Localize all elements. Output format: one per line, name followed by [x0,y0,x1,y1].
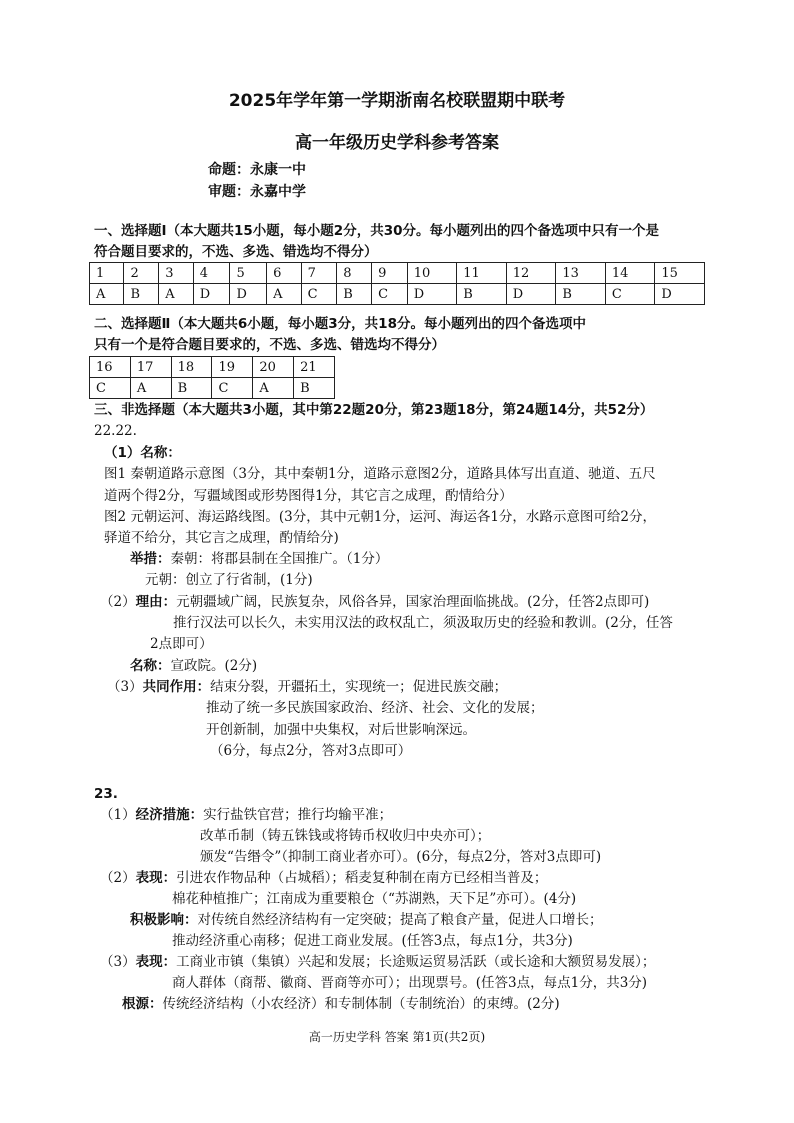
page-subtitle: 高一年级历史学科参考答案 [295,133,499,153]
question-number-cell: 19 [212,357,253,378]
q22-fig2-line2: 驿道不给分，其它言之成理，酌情给分) [104,530,339,546]
answer-cell: D [230,284,267,305]
q23-part1-line3: 颁发“告缗令”（抑制工商业者亦可）。(6分，每点2分，答对3点即可) [200,849,602,865]
section2-answer-row [90,378,335,399]
q22-part3-line3: 开创新制，加强中央集权，对后世影响深远。 [206,722,476,738]
q23-part1-label: 经济措施： [135,807,204,823]
section2-heading-line2: 只有一个是符合题目要求的，不选、多选、错选均不得分） [94,337,445,353]
q23-part3-root-text: 传统经济结构（小农经济）和专制体制（专制统治）的束缚。(2分) [162,996,560,1012]
q23-part3-root [122,994,560,1014]
q22-part2-name-text: 宣政院。(2分) [170,658,258,674]
question-number-cell: 15 [655,263,705,284]
q22-part2-line1 [100,592,649,612]
q22-part2-text1: 元朝疆域广阔，民族复杂，风俗各异，国家治理面临挑战。(2分，任答2点即可) [176,594,650,610]
q23-part3-label: 表现： [135,954,177,970]
answer-cell: A [130,378,171,399]
question-number-cell: 14 [605,263,655,284]
q22-part1-label: （1）名称： [104,445,181,461]
q23-part2-line2: 棉花种植推广；江南成为重要粮仓（“苏湖熟，天下足”亦可）。(4分) [172,891,577,907]
q22-fig1-line1: 图1 秦朝道路示意图（3分，其中秦朝1分，道路示意图2分，道路具体写出直道、驰道、五尺 [104,466,656,482]
answer-cell: D [655,284,705,305]
question-number-cell: 16 [90,357,131,378]
q23-number: 23. [94,786,118,802]
q23-part1-line2: 改革币制（铸五铢钱或将铸币权收归中央亦可）； [200,828,491,844]
section2-answer-table [89,356,335,399]
answer-cell: A [253,378,294,399]
q23-part1-text1: 实行盐铁官营；推行均输平准； [203,807,393,823]
q23-part2-prefix: （2） [100,870,136,886]
q23-part3-line2: 商人群体（商帮、徽商、晋商等亦可）；出现票号。(任答3点，每点1分，共3分) [172,975,648,991]
question-number-cell: 5 [230,263,267,284]
answer-cell: B [556,284,606,305]
q22-part2-line3: 2点即可） [150,636,213,652]
answer-cell: D [407,284,457,305]
question-number-cell: 11 [457,263,507,284]
answer-cell: B [294,378,335,399]
answer-cell: A [90,284,124,305]
question-number-cell: 9 [372,263,408,284]
q23-part3-line1 [100,952,655,972]
q22-part2-name [130,656,257,676]
q22-part3-line2: 推动了统一多民族国家政治、经济、社会、文化的发展； [206,700,544,716]
answer-cell: D [506,284,556,305]
section1-answer-table [89,262,705,305]
question-number-cell: 17 [130,357,171,378]
q23-part2-impact2: 推动经济重心南移；促进工商业发展。(任答3点，每点1分，共3分) [172,933,573,949]
q22-part3-prefix: （3） [107,679,143,695]
answer-cell: C [90,378,131,399]
q23-part3-root-label: 根源： [122,996,163,1012]
q22-fig2-line1: 图2 元朝运河、海运路线图。(3分，其中元朝1分，运河、海运各1分，水路示意图可给2分， [104,509,657,525]
section1-heading-line2: 符合题目要求的，不选、多选、错选均不得分） [94,244,378,260]
q22-part2-line2: 推行汉法可以长久，未实用汉法的政权乱亡，须汲取历史的经验和教训。(2分，任答 [173,615,673,631]
q22-measures-label: 举措： [130,551,171,567]
q23-part1-line1 [100,805,392,825]
q23-part2-text1: 引进农作物品种（占城稻）；稻麦复种制在南方已经相当普及； [176,870,548,886]
answer-cell: C [605,284,655,305]
section2-number-row [90,357,335,378]
answer-cell: A [159,284,193,305]
reviewer-line: 审题：永嘉中学 [208,184,306,200]
answer-cell: C [372,284,408,305]
q23-part2-impact1 [130,910,603,930]
question-number-cell: 13 [556,263,606,284]
question-number-cell: 18 [171,357,212,378]
q22-part3-text1: 结束分裂，开疆拓土，实现统一；促进民族交融； [210,679,508,695]
question-number-cell: 10 [407,263,457,284]
q23-part2-impact-text1: 对传统自然经济结构有一定突破；提高了粮食产量，促进人口增长； [197,912,603,928]
q22-fig1-line2: 道两个得2分，写疆域图或形势图得1分，其它言之成理，酌情给分） [104,488,513,504]
section2-heading-line1: 二、选择题Ⅱ（本大题共6小题，每小题3分，共18分。每小题列出的四个备选项中 [94,316,586,332]
q22-part3-line4: （6分，每点2分，答对3点即可） [210,743,412,759]
question-number-cell: 1 [90,263,124,284]
answer-cell: C [301,284,337,305]
q22-number: 22.22. [94,423,137,439]
answer-cell: B [171,378,212,399]
answer-cell: B [457,284,507,305]
question-number-cell: 4 [193,263,230,284]
proposer-line: 命题：永康一中 [208,162,306,178]
answer-cell: A [267,284,301,305]
q22-part2-prefix: （2） [100,594,136,610]
page-title: 2025年学年第一学期浙南名校联盟期中联考 [228,91,566,111]
section3-heading: 三、非选择题（本大题共3小题，其中第22题20分，第23题18分，第24题14分，共52分） [94,402,654,418]
q22-measures-qin-text: 秦朝：将郡县制在全国推广。（1分） [170,551,389,567]
question-number-cell: 21 [294,357,335,378]
answer-cell: D [193,284,230,305]
q23-part2-label: 表现： [135,870,177,886]
q23-part3-text1: 工商业市镇（集镇）兴起和发展；长途贩运贸易活跃（或长途和大额贸易发展）； [176,954,656,970]
q22-measures-qin [130,549,388,569]
question-number-cell: 12 [506,263,556,284]
q23-part2-impact-label: 积极影响： [130,912,198,928]
q22-part2-name-label: 名称： [130,658,171,674]
answer-cell: B [124,284,159,305]
section1-heading-line1: 一、选择题Ⅰ（本大题共15小题，每小题2分，共30分。每小题列出的四个备选项中只有一个是 [94,223,659,239]
q22-part3-label: 共同作用： [142,679,211,695]
question-number-cell: 20 [253,357,294,378]
question-number-cell: 6 [267,263,301,284]
q22-part3-line1 [107,677,507,697]
answer-cell: B [337,284,372,305]
q22-measures-yuan: 元朝：创立了行省制，(1分) [145,572,313,588]
page-footer: 高一历史学科 答案 第1页(共2页) [308,1030,486,1044]
question-number-cell: 2 [124,263,159,284]
question-number-cell: 8 [337,263,372,284]
q23-part2-line1 [100,868,547,888]
question-number-cell: 3 [159,263,193,284]
q23-part1-prefix: （1） [100,807,136,823]
section1-number-row [90,263,705,284]
answer-cell: C [212,378,253,399]
q23-part3-prefix: （3） [100,954,136,970]
question-number-cell: 7 [301,263,337,284]
section1-answer-row [90,284,705,305]
q22-part2-label: 理由： [135,594,177,610]
